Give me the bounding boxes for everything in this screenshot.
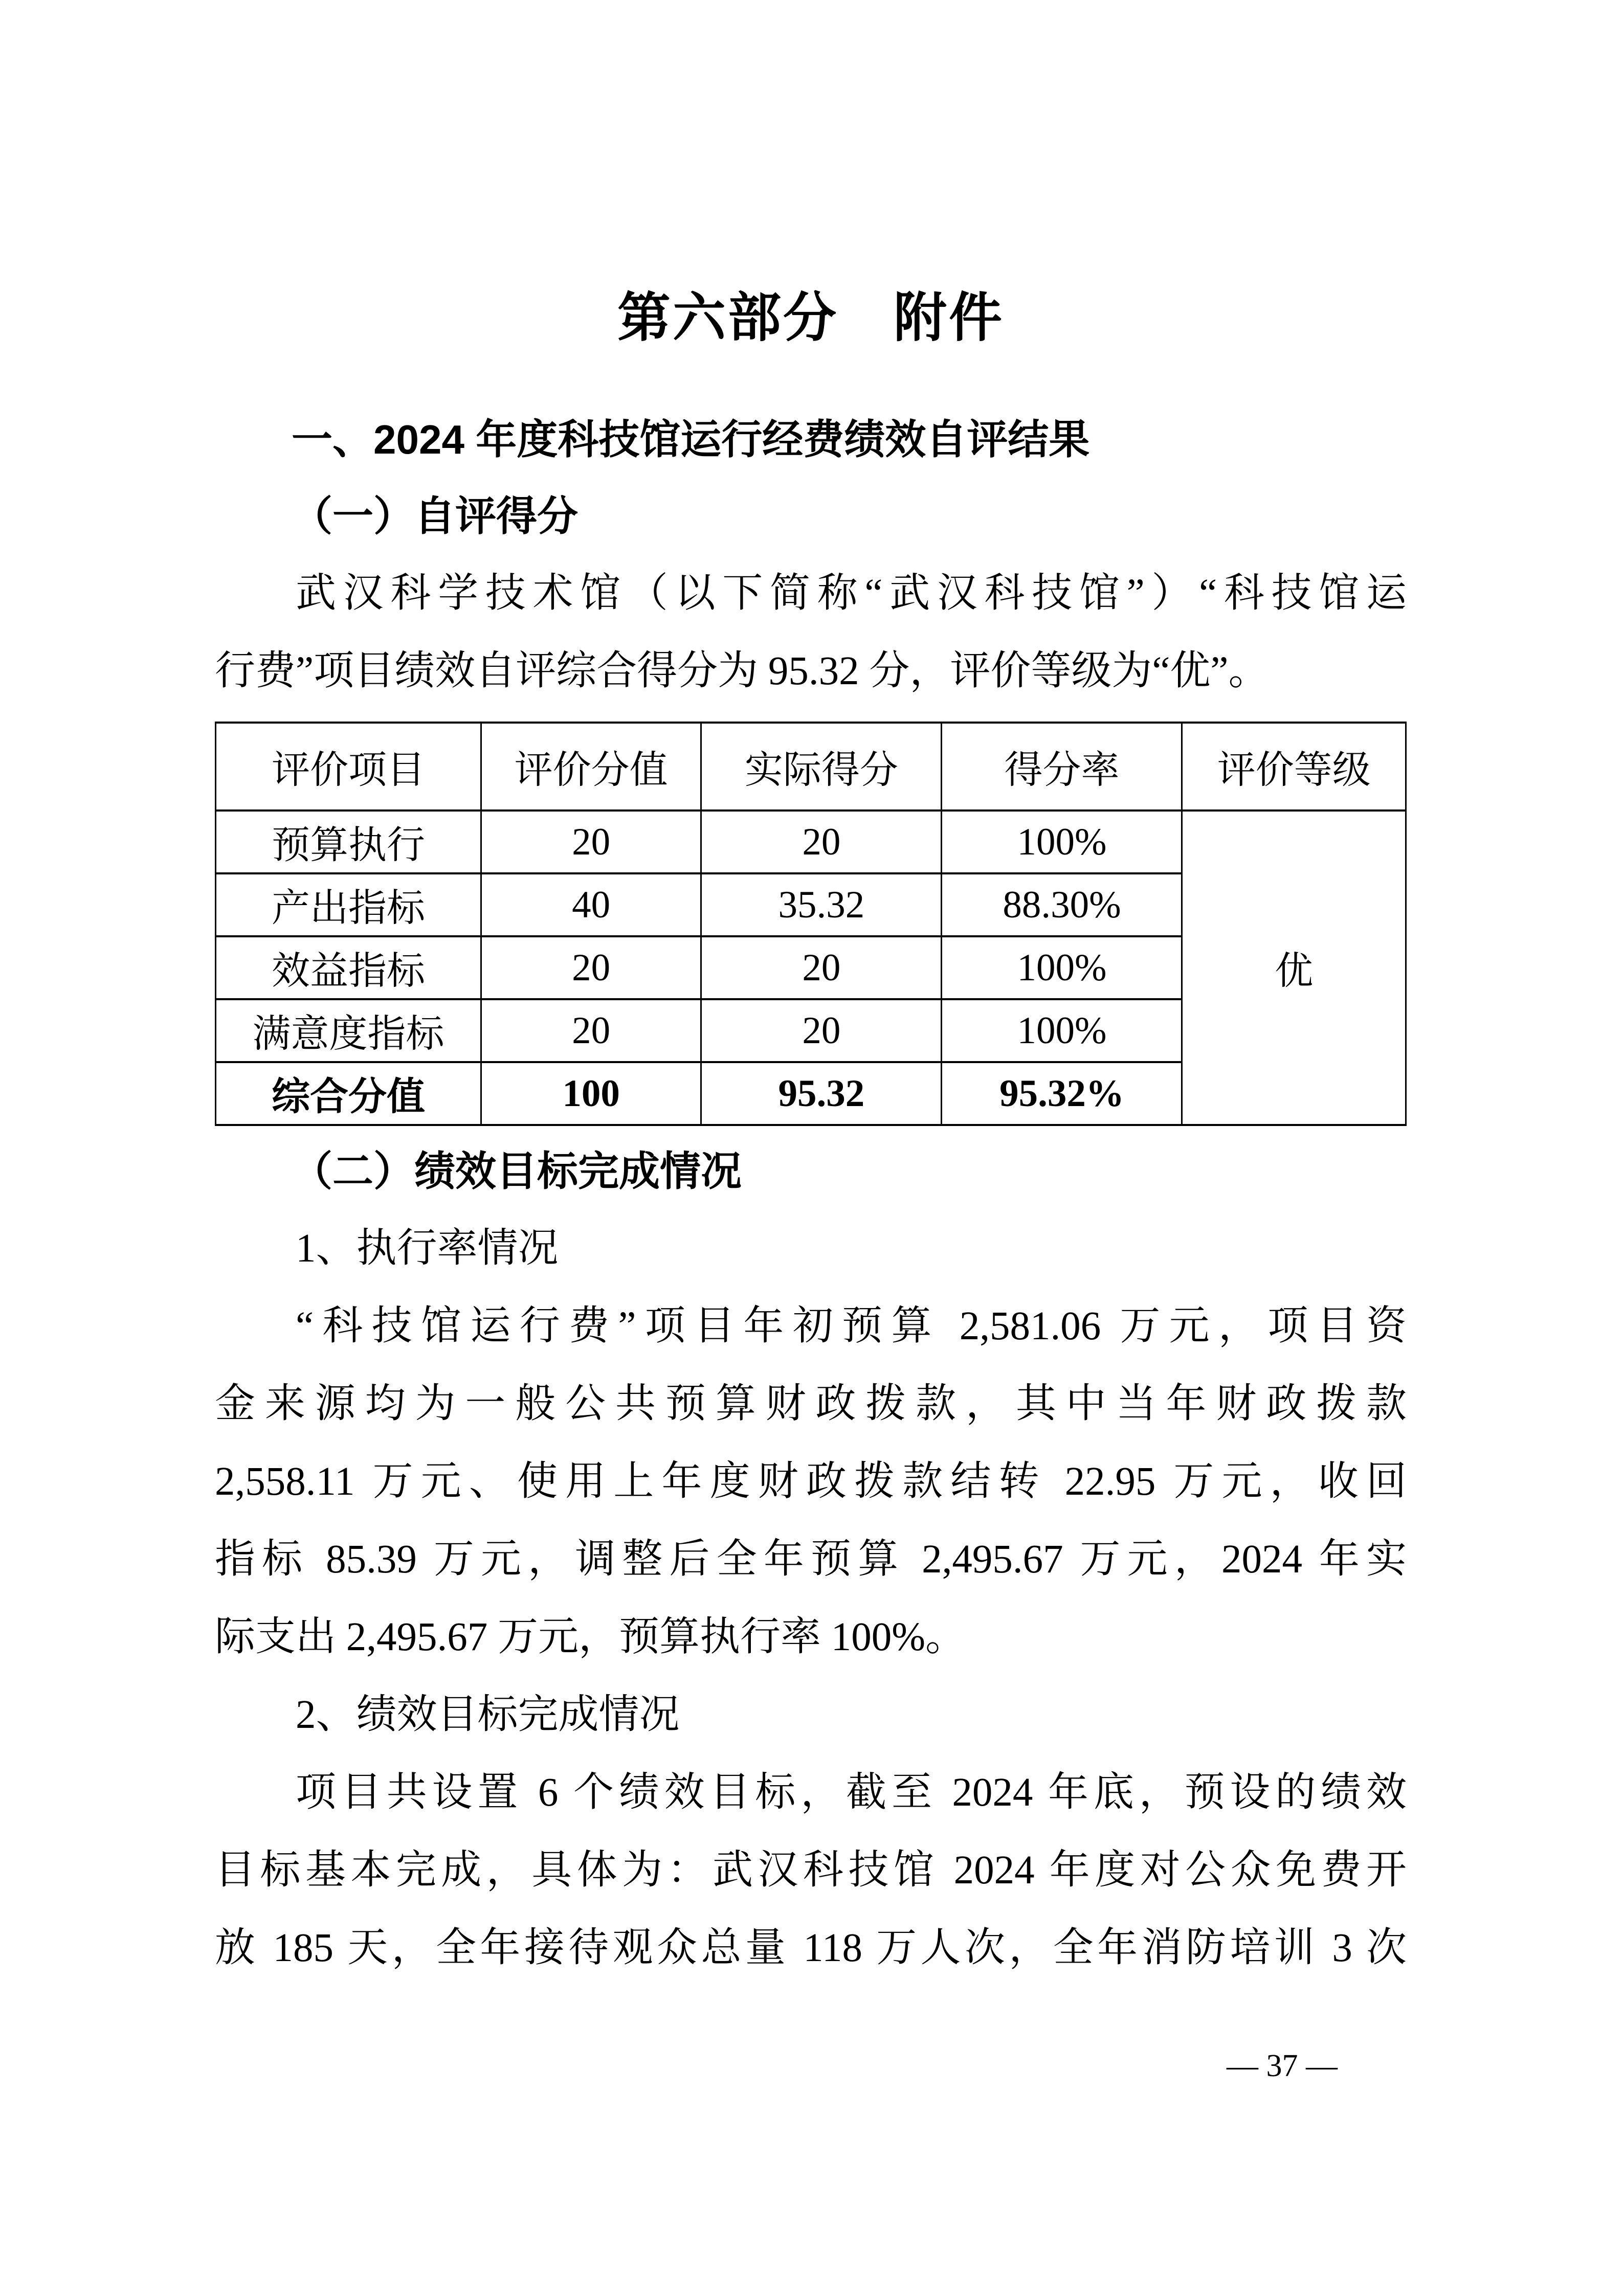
execution-paragraph: [215, 1288, 1407, 1676]
header-eval-grade: 评价等级: [1182, 723, 1406, 811]
subsection-heading-self-score: （一）自评得分: [292, 493, 578, 539]
cell-rate: 100%: [942, 936, 1182, 999]
goals-line-2: 目标基本完成，具体为：武汉科技馆 2024 年度对公众免费开: [215, 1848, 1407, 1893]
cell-item: 产出指标: [216, 873, 481, 936]
execution-line-3: 2,558.11 万元、使用上年度财政拨款结转 22.95 万元，收回: [215, 1459, 1407, 1504]
header-score-rate: 得分率: [942, 723, 1182, 811]
execution-line-1: “科技馆运行费”项目年初预算 2,581.06 万元，项目资: [296, 1304, 1407, 1348]
sub-heading-goal-completion: 2、绩效目标完成情况: [296, 1693, 680, 1737]
execution-line-4: 指标 85.39 万元，调整后全年预算 2,495.67 万元，2024 年实: [215, 1537, 1407, 1582]
cell-value: 20: [481, 999, 701, 1062]
sub-heading-execution-rate: 1、执行率情况: [296, 1226, 559, 1271]
table-row: [216, 811, 1406, 873]
execution-line-5: 际支出 2,495.67 万元，预算执行率 100%。: [215, 1615, 966, 1659]
cell-item: 效益指标: [216, 936, 481, 999]
goals-line-1: 项目共设置 6 个绩效目标，截至 2024 年底，预设的绩效: [296, 1770, 1407, 1815]
execution-line-2: 金来源均为一般公共预算财政拨款，其中当年财政拨款: [215, 1382, 1407, 1426]
header-actual-score: 实际得分: [701, 723, 942, 811]
table-header-row: [216, 723, 1406, 811]
cell-score: 95.32: [701, 1062, 942, 1125]
goals-paragraph: [215, 1754, 1407, 1987]
cell-item: 满意度指标: [216, 999, 481, 1062]
cell-rate: 100%: [942, 811, 1182, 873]
cell-score: 20: [701, 811, 942, 873]
header-eval-value: 评价分值: [481, 723, 701, 811]
cell-item: 综合分值: [216, 1062, 481, 1125]
intro-paragraph: [215, 555, 1407, 710]
goals-line-3: 放 185 天，全年接待观众总量 118 万人次，全年消防培训 3 次: [215, 1926, 1407, 1970]
cell-rate: 100%: [942, 999, 1182, 1062]
cell-rate: 95.32%: [942, 1062, 1182, 1125]
grade-merged-cell: 优: [1182, 811, 1406, 1125]
header-eval-item: 评价项目: [216, 723, 481, 811]
page-number: — 37 —: [1227, 2049, 1338, 2083]
cell-score: 20: [701, 936, 942, 999]
cell-value: 20: [481, 811, 701, 873]
subsection-heading-goal-completion: （二）绩效目标完成情况: [292, 1149, 742, 1194]
document-title: 第六部分 附件: [617, 289, 1004, 348]
cell-value: 20: [481, 936, 701, 999]
self-score-table: [215, 722, 1407, 1126]
cell-value: 40: [481, 873, 701, 936]
cell-item: 预算执行: [216, 811, 481, 873]
cell-value: 100: [481, 1062, 701, 1125]
cell-score: 35.32: [701, 873, 942, 936]
intro-line-1: 武汉科学技术馆（以下简称“武汉科技馆”）“科技馆运: [296, 571, 1407, 616]
cell-rate: 88.30%: [942, 873, 1182, 936]
intro-line-2: 行费”项目绩效自评综合得分为 95.32 分，评价等级为“优”。: [215, 649, 1269, 693]
cell-score: 20: [701, 999, 942, 1062]
section-heading-1: 一、2024 年度科技馆运行经费绩效自评结果: [292, 417, 1090, 462]
